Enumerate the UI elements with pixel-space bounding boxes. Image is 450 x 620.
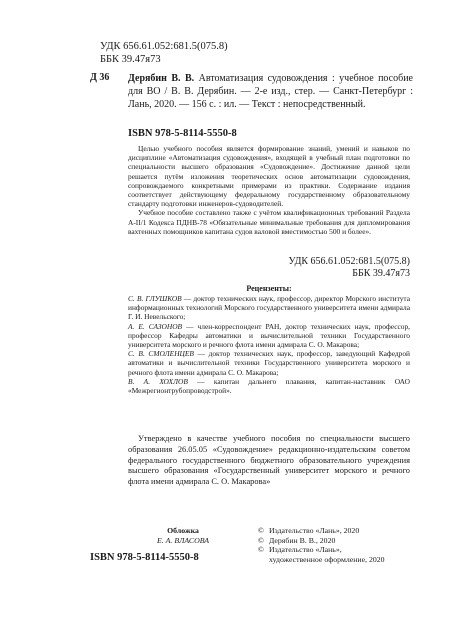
copyright-line (258, 536, 428, 546)
reviewer-name: С. В. ГЛУШКОВ (128, 294, 182, 303)
cover-designer: Е. А. ВЛАСОВА (157, 536, 209, 545)
reviewer-entry (128, 377, 410, 395)
reviewers-title: Рецензенты: (246, 284, 292, 293)
isbn-bottom: ISBN 978-5-8114-5550-8 (90, 552, 199, 563)
copyright-icon: © (258, 545, 264, 555)
bibliographic-description (128, 72, 413, 111)
approval-text: Утверждено в качестве учебного пособия по специальности высшего образования 26.05.05 «Судовождение» редакционно-издательским советом федерального государственного бюджетного образовательного учреждения высшего образования «Государственный университет морского и речного флота имени адмирала С. О. Макарова» (128, 434, 410, 487)
copyright-line (258, 555, 428, 565)
copyright-spacer (258, 555, 269, 565)
reviewers-list (128, 294, 410, 395)
bbk-code-top: ББК 39.47я73 (100, 54, 161, 65)
copyright-text: Издательство «Лань», (269, 545, 342, 555)
reviewer-name: А. Е. САЗОНОВ (128, 321, 183, 331)
approval-statement (128, 434, 410, 488)
udk-bbk-top (100, 40, 228, 66)
annotation (128, 144, 410, 236)
reviewer-details: — член-корреспондент РАН, доктор технических наук, профессор, профессор Кафедры автоматики и вычислительной техники Государственного университета морского и речного флота имени адмирала С. О. Макарова; (128, 321, 410, 350)
bbk-code-mid: ББК 39.47я73 (352, 268, 410, 279)
copyright-text: Издательство «Лань», 2020 (269, 526, 360, 535)
cover-label: Обложка (167, 526, 199, 535)
reviewer-entry (128, 294, 410, 322)
reviewer-details: — доктор технических наук, профессор, заведующий Кафедрой автоматики и вычислительной техники Государственного университета морского и речного флота имени адмирала С. О. Макарова; (128, 349, 411, 377)
udk-code-mid: УДК 656.61.052:681.5(075.8) (288, 256, 410, 267)
udk-code-top: УДК 656.61.052:681.5(075.8) (100, 41, 228, 52)
reviewer-details: — доктор технических наук, профессор, директор Морского института информационных технологий Морского государственного университета имени адмирала Г. И. Невельского; (128, 294, 411, 322)
copyright-block (258, 526, 428, 564)
copyright-text: художественное оформление, 2020 (269, 554, 385, 564)
annotation-paragraph: Целью учебного пособия является формирование знаний, умений и навыков по дисциплине «Автоматизация судовождения», входящей в учебный план подготовки по специальности высшего образования «Судовождение». Достижение данной цели решается путём изложения теоретических основ автоматизации судовождения, сопровождаемого конкретными примерами из практики. Содержание издания соответствует действующему федеральному государственному образовательному стандарту подготовки инженеров-судоводителей. (128, 144, 410, 209)
reviewer-name: С. В. СМОЛЕНЦЕВ (128, 349, 194, 359)
copyright-text: Дерябин В. В., 2020 (269, 535, 336, 545)
isbn-top: ISBN 978-5-8114-5550-8 (128, 128, 237, 139)
copyright-line (258, 545, 428, 555)
reviewer-details: — капитан дальнего плавания, капитан-наставник ОАО «Межрегионтрубопроводстрой». (128, 376, 410, 396)
copyright-icon: © (258, 535, 264, 545)
annotation-paragraph: Учебное пособие составлено также с учётом квалификационных требований Раздела А-II/1 Кодекса ПДНВ-78 «Обязательные минимальные требования для дипломирования вахтенных помощников капитана судов валовой вместимостью 500 и более». (128, 208, 410, 236)
author-mark: Д 36 (90, 72, 110, 83)
reviewer-entry (128, 349, 410, 377)
copyright-line (258, 526, 428, 536)
udk-bbk-mid (250, 256, 410, 280)
reviewer-entry (128, 322, 410, 350)
bibliographic-text: Автоматизация судовождения : учебное пособие для ВО / В. В. Дерябин. — 2-е изд., стер. — Санкт-Петербург : Лань, 2020. — 156 с. : ил. — Текст : непосредственный. (128, 73, 413, 110)
author-name: Дерябин В. В. (128, 73, 195, 84)
cover-credit (128, 526, 238, 546)
reviewer-name: В. А. ХОХЛОВ (128, 376, 188, 386)
copyright-icon: © (258, 526, 264, 535)
